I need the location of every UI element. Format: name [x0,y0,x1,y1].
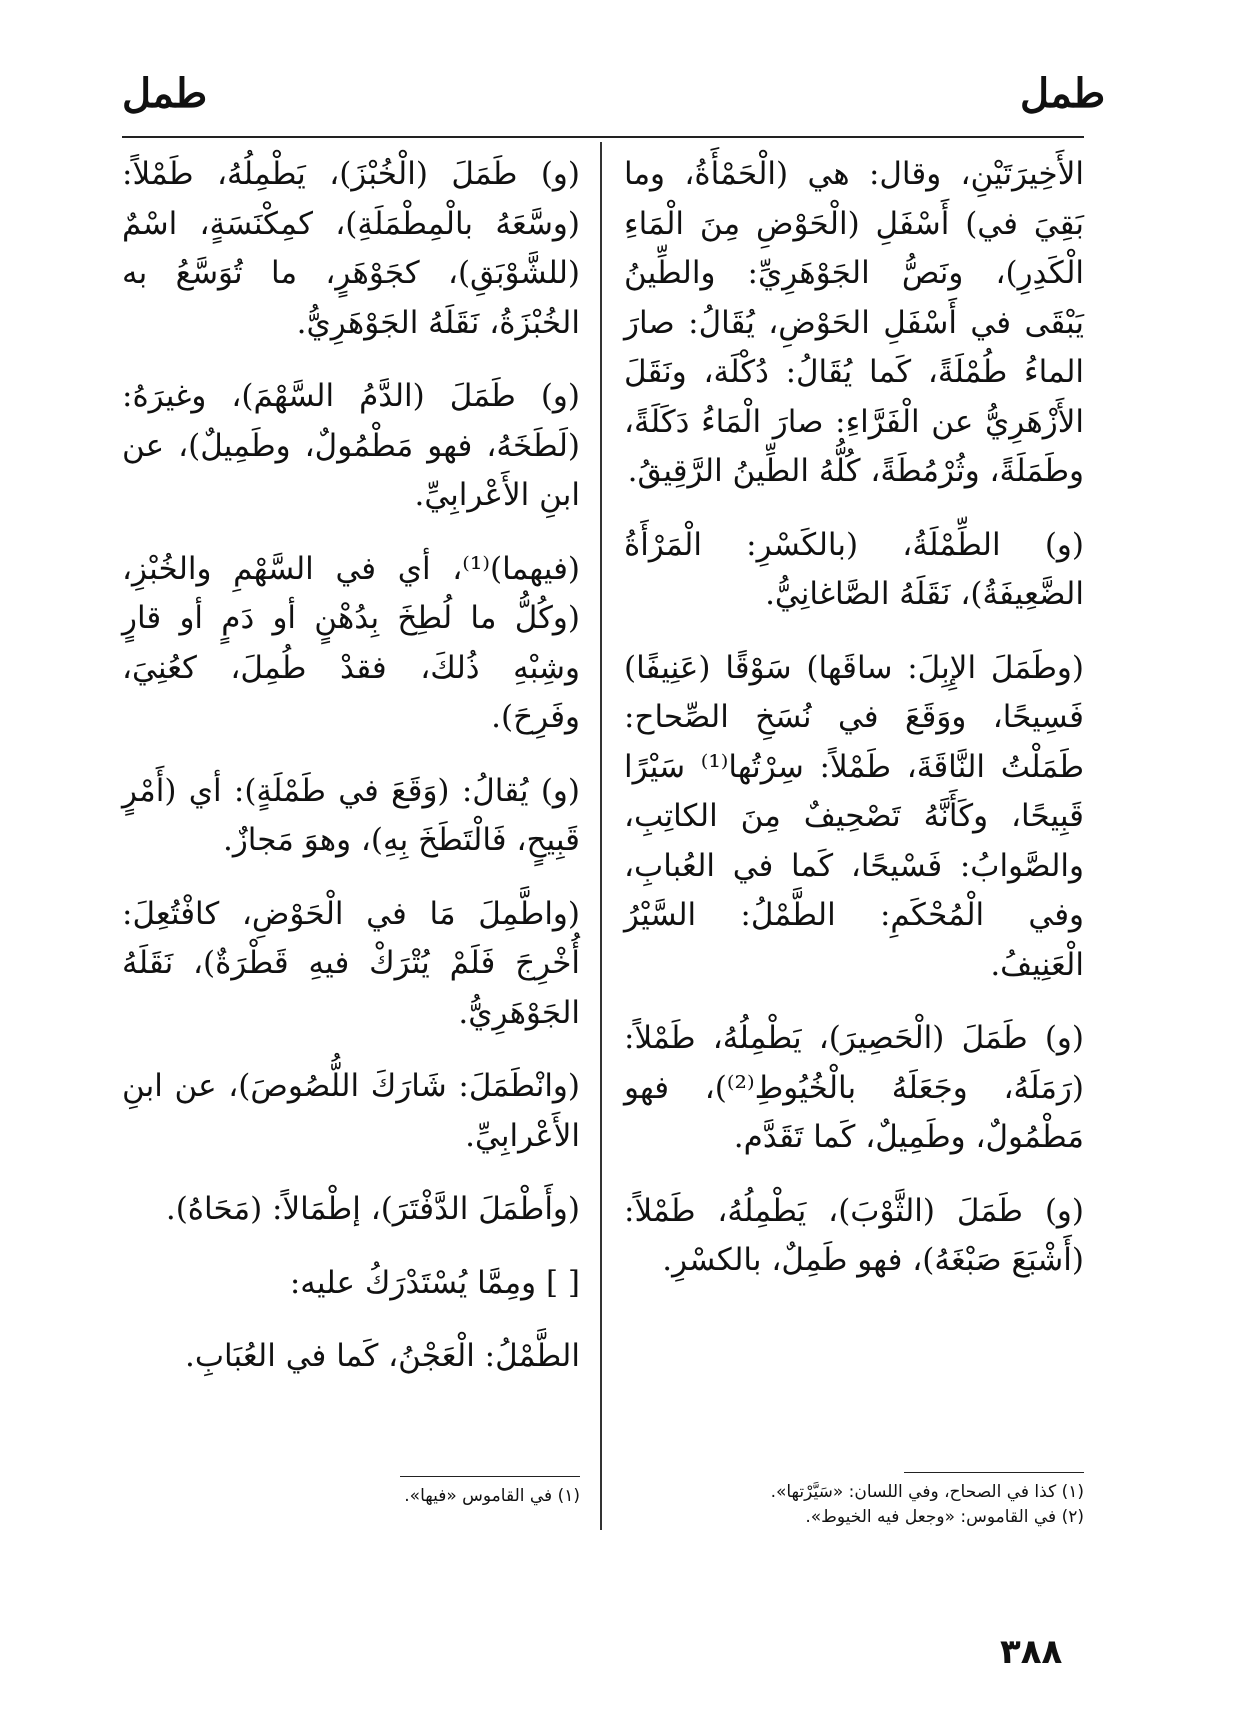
paragraph: (وانْطَمَلَ: شَارَكَ اللُّصُوصَ)، عن ابنِ الأَعْرابِيِّ. [122,1068,580,1154]
paragraph: (و) الطِّمْلَةُ، (بالكَسْرِ: الْمَرْأَةُ الضَّعِيفَةُ)، نَقَلَهُ الصَّاغانِيُّ. [624,526,1084,612]
paragraph: (فيهما)⁽¹⁾، أي في السَّهْمِ والخُبْزِ، (وكُلُّ ما لُطِخَ بِدُهْنٍ أو دَمٍ أو قارٍ وشِبْهِ ذُلكَ، فقدْ طُمِلَ، كعُنِيَ، وفَرِحَ). [122,550,580,735]
footnote: (١) في القاموس «فيها». [404,1486,580,1506]
paragraph: (و) طَمَلَ (الدَّمُ السَّهْمَ)، وغيرَهُ: (لَطَخَهُ، فهو مَطْمُولٌ، وطَمِيلٌ)، عن ابنِ الأَعْرابِيِّ. [122,378,580,513]
footnote-rule-right [904,1472,1084,1473]
header-rule [122,136,1084,138]
right-column [624,150,1084,1286]
paragraph: الطَّمْلُ: الْعَجْنُ، كَما في العُبَابِ. [184,1338,580,1374]
paragraph: الأَخِيرَتَيْنِ، وقال: هي (الْحَمْأَةُ، وما بَقِيَ في) أَسْفَلِ (الْحَوْضِ مِنَ الْمَاءِ الْكَدِرِ)، ونَصُّ الجَوْهَرِيِّ: والطِّينُ يَبْقَى في أَسْفَلِ الحَوْضِ، يُقَالُ: صارَ الماءُ طُمْلَةً، كَما يُقَالُ: دُكْلَة، ونَقَلَ الأَزْهَرِيُّ عن الْفَرَّاءِ: صارَ الْمَاءُ دَكَلَةً، وطَمَلَةً، وثُرْمُطَةً، كُلُّهُ الطِّينُ الرَّقِيقُ. [624,156,1084,489]
paragraph: (و) طَمَلَ (الْحَصِيرَ)، يَطْمِلُهُ، طَمْلاً: (رَمَلَهُ، وجَعَلَهُ بالْخُيُوطِ⁽²⁾)، فهو مَطْمُولٌ، وطَمِيلٌ، كَما تَقَدَّم. [624,1020,1084,1155]
paragraph: (وأَطْمَلَ الدَّفْتَرَ)، إطْمَالاً: (مَحَاهُ). [165,1191,580,1227]
footnote: (١) كذا في الصحاح، وفي اللسان: «سَيَّرْتها». [770,1482,1084,1502]
header-word-right: طمل [1020,70,1106,117]
page-number: ٣٨٨ [1000,1632,1063,1672]
column-divider [600,142,602,1530]
paragraph: (واطَّمِلَ مَا في الْحَوْضِ، كافْتُعِلَ: أُخْرِجَ فَلَمْ يُتْرَكْ فيهِ قَطْرَةٌ)، نَقَلَهُ الجَوْهَرِيُّ. [122,895,580,1031]
paragraph: (وطَمَلَ الإِبِلَ: ساقَها) سَوْقًا (عَنِيفًا) فَسِيحًا، ووَقَعَ في نُسَخِ الصِّحاح: طَمَلْتُ النَّاقَةَ، طَمْلاً: سِرْتُها⁽¹⁾ سَيْرًا قَبِيحًا، وكَأَنَّهُ تَصْحِيفٌ مِنَ الكاتِبِ، والصَّوابُ: فَسْيحًا، كَما في العُبابِ، وفي الْمُحْكَمِ: الطَّمْلُ: السَّيْرُ الْعَنِيفُ. [624,649,1084,983]
footnotes-left [122,1484,580,1509]
footnote: (٢) في القاموس: «وجعل فيه الخيوط». [805,1507,1084,1527]
paragraph: [ ] ومِمَّا يُسْتَدْرَكُ عليه: [289,1264,580,1301]
left-column [122,150,580,1382]
paragraph: (و) طَمَلَ (الثَّوْبَ)، يَطْمِلُهُ، طَمْلاً: (أَشْبَعَ صَبْغَهُ)، فهو طَمِلٌ، بالكسْرِ. [624,1192,1084,1278]
footnotes-right [640,1480,1084,1530]
paragraph: (و) يُقالُ: (وَقَعَ في طَمْلَةٍ): أي (أَمْرٍ قَبِيحٍ، فَالْتَطَخَ بِهِ)، وهوَ مَجازٌ. [122,772,580,858]
header-word-left: طمل [122,70,208,117]
footnote-rule-left [400,1476,580,1477]
paragraph: (و) طَمَلَ (الْخُبْزَ)، يَطْمِلُهُ، طَمْلاً: (وسَّعَهُ بالْمِطْمَلَةِ)، كمِكْنَسَةٍ، اسْمٌ (للشَّوْبَقِ)، كجَوْهَرٍ، ما تُوَسَّعُ به الخُبْزَةُ، نَقَلَهُ الجَوْهَرِيُّ. [122,156,580,341]
